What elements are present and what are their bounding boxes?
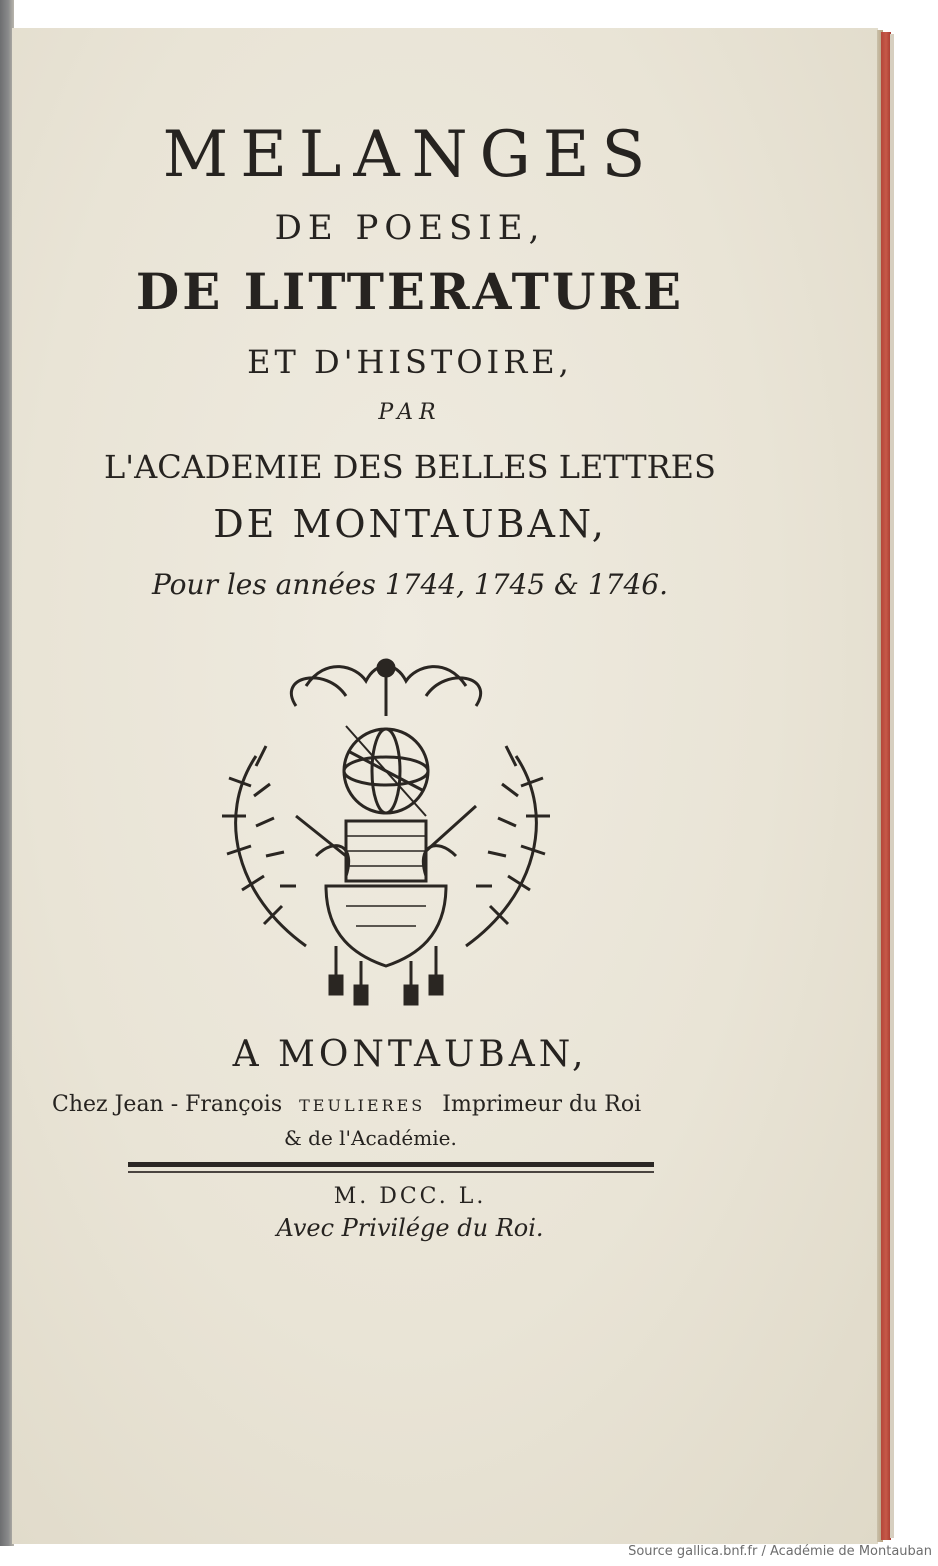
title-et-histoire: ET D'HISTOIRE, <box>247 343 573 381</box>
imprint-printer-name: TEULIERES <box>299 1096 426 1115</box>
source-link[interactable]: Source gallica.bnf.fr <box>628 1544 758 1559</box>
title-academie: L'ACADEMIE DES BELLES LETTRES <box>104 448 716 486</box>
imprint-year: M. DCC. L. <box>333 1184 487 1209</box>
imprint-printer-title: Imprimeur du Roi <box>442 1092 642 1117</box>
imprint-place: A MONTAUBAN, <box>232 1034 588 1075</box>
armillary-sphere-cartouche-icon <box>196 646 576 1006</box>
source-institution: Académie de Montauban <box>770 1544 932 1559</box>
source-credit <box>628 1544 932 1559</box>
title-de-montauban: DE MONTAUBAN, <box>213 502 607 546</box>
title-de-poesie: DE POESIE, <box>274 208 546 248</box>
board-edge <box>890 34 894 1538</box>
ornamental-rule <box>128 1162 654 1167</box>
source-separator: / <box>761 1544 766 1559</box>
title-melanges: MELANGES <box>162 118 658 192</box>
title-de-litterature: DE LITTERATURE <box>135 262 685 321</box>
title-par: PAR <box>378 400 442 425</box>
imprint-privilege: Avec Privilége du Roi. <box>276 1214 544 1242</box>
imprint-chez: Chez Jean - François <box>52 1092 283 1117</box>
ornamental-rule-thin <box>128 1171 654 1173</box>
imprint-printer-line <box>52 1092 641 1117</box>
imprint-academy: & de l'Académie. <box>284 1126 457 1150</box>
title-years: Pour les années 1744, 1745 & 1746. <box>151 568 669 601</box>
